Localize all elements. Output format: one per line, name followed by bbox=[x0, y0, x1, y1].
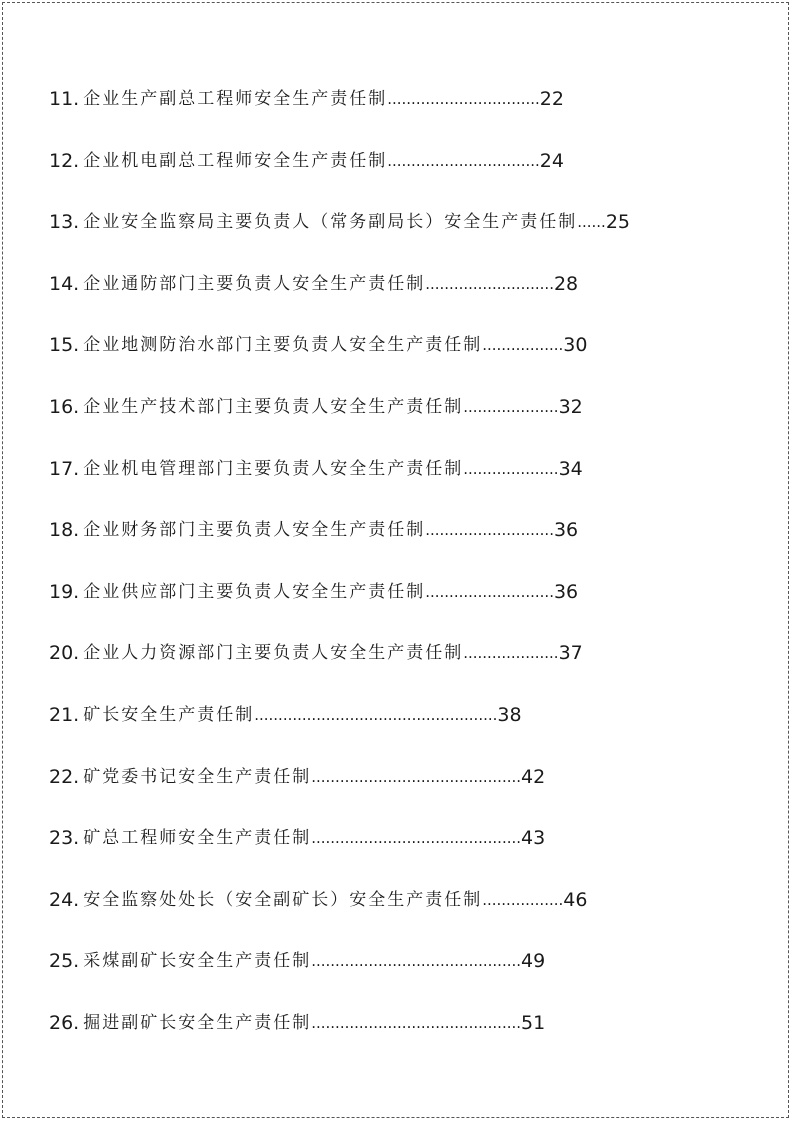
toc-entry-title: 矿长安全生产责任制 bbox=[83, 704, 255, 725]
toc-entry[interactable] bbox=[49, 514, 749, 576]
toc-entry[interactable] bbox=[49, 637, 749, 699]
toc-page-number: 38 bbox=[497, 703, 522, 726]
toc-dot-leader: ........................... bbox=[425, 582, 554, 601]
toc-entry-title: 企业安全监察局主要负责人（常务副局长）安全生产责任制 bbox=[83, 212, 578, 233]
toc-entry-title: 企业生产技术部门主要负责人安全生产责任制 bbox=[83, 396, 464, 417]
toc-dot-leader: ...... bbox=[577, 213, 606, 232]
toc-dot-leader: ............................................ bbox=[311, 952, 522, 971]
toc-entry-number: 24. bbox=[49, 888, 80, 911]
toc-entry-number: 17. bbox=[49, 457, 80, 480]
toc-entry[interactable] bbox=[49, 699, 749, 761]
toc-dot-leader: ................. bbox=[482, 890, 564, 909]
toc-entry[interactable] bbox=[49, 945, 749, 1007]
toc-entry[interactable] bbox=[49, 453, 749, 515]
toc-page-number: 36 bbox=[553, 519, 579, 542]
toc-dot-leader: ............................................ bbox=[311, 767, 522, 786]
toc-entry-number: 22. bbox=[49, 765, 80, 788]
toc-entry-title: 企业机电副总工程师安全生产责任制 bbox=[83, 150, 388, 171]
table-of-contents bbox=[49, 83, 749, 1069]
toc-entry[interactable] bbox=[49, 391, 749, 453]
toc-entry-title: 矿党委书记安全生产责任制 bbox=[83, 766, 312, 787]
toc-entry[interactable] bbox=[49, 268, 749, 330]
toc-entry-number: 25. bbox=[49, 950, 80, 973]
toc-dot-leader: .................... bbox=[463, 459, 559, 478]
toc-page-number: 25 bbox=[605, 211, 631, 234]
toc-entry[interactable] bbox=[49, 576, 749, 638]
toc-dot-leader: ........................... bbox=[425, 521, 554, 540]
toc-entry-number: 14. bbox=[49, 272, 80, 295]
toc-entry-number: 11. bbox=[49, 88, 80, 110]
toc-entry[interactable] bbox=[49, 145, 749, 207]
toc-dot-leader: ............................................ bbox=[311, 1013, 522, 1032]
toc-dot-leader: ................................ bbox=[387, 151, 540, 170]
toc-dot-leader: ................................................... bbox=[254, 705, 498, 724]
toc-entry[interactable] bbox=[49, 206, 749, 268]
toc-dot-leader: ............................................ bbox=[311, 829, 522, 848]
toc-entry-number: 13. bbox=[49, 211, 80, 234]
toc-page-number: 24 bbox=[539, 149, 564, 172]
toc-entry-number: 23. bbox=[49, 827, 80, 850]
toc-page-number: 34 bbox=[558, 457, 583, 480]
toc-dot-leader: ........................... bbox=[425, 274, 554, 293]
toc-dot-leader: ................................ bbox=[387, 90, 540, 108]
toc-page-number: 32 bbox=[558, 395, 583, 418]
toc-entry-title: 安全监察处处长（安全副矿长）安全生产责任制 bbox=[83, 889, 483, 910]
toc-page-number: 51 bbox=[521, 1011, 546, 1034]
toc-entry-title: 企业财务部门主要负责人安全生产责任制 bbox=[83, 520, 426, 541]
toc-entry-number: 19. bbox=[49, 580, 80, 603]
toc-entry-number: 26. bbox=[49, 1011, 80, 1034]
toc-entry-title: 企业生产副总工程师安全生产责任制 bbox=[83, 89, 388, 109]
toc-entry[interactable] bbox=[49, 761, 749, 823]
toc-page-number: 42 bbox=[521, 765, 546, 788]
toc-entry-number: 16. bbox=[49, 395, 80, 418]
toc-page-number: 49 bbox=[521, 950, 546, 973]
toc-dot-leader: .................... bbox=[463, 644, 559, 663]
document-page bbox=[2, 2, 789, 1118]
toc-entry[interactable] bbox=[49, 83, 749, 145]
toc-entry-number: 18. bbox=[49, 519, 80, 542]
toc-dot-leader: .................... bbox=[463, 397, 559, 416]
toc-entry-title: 企业机电管理部门主要负责人安全生产责任制 bbox=[83, 458, 464, 479]
toc-page-number: 30 bbox=[563, 334, 588, 357]
toc-entry-title: 企业供应部门主要负责人安全生产责任制 bbox=[83, 581, 426, 602]
toc-entry-title: 企业通防部门主要负责人安全生产责任制 bbox=[83, 273, 426, 294]
toc-entry-number: 12. bbox=[49, 149, 80, 172]
toc-entry-title: 企业人力资源部门主要负责人安全生产责任制 bbox=[83, 643, 464, 664]
toc-entry-number: 21. bbox=[49, 703, 80, 726]
toc-page-number: 22 bbox=[539, 88, 564, 110]
toc-page-number: 43 bbox=[521, 827, 546, 850]
toc-entry-number: 20. bbox=[49, 642, 80, 665]
toc-entry-title: 采煤副矿长安全生产责任制 bbox=[83, 951, 312, 972]
toc-page-number: 36 bbox=[553, 580, 579, 603]
toc-entry[interactable] bbox=[49, 1007, 749, 1069]
toc-entry[interactable] bbox=[49, 884, 749, 946]
toc-page-number: 37 bbox=[558, 642, 583, 665]
toc-entry-title: 企业地测防治水部门主要负责人安全生产责任制 bbox=[83, 335, 483, 356]
toc-dot-leader: ................. bbox=[482, 336, 564, 355]
toc-entry[interactable] bbox=[49, 329, 749, 391]
toc-entry[interactable] bbox=[49, 822, 749, 884]
toc-page-number: 28 bbox=[553, 272, 579, 295]
toc-page-number: 46 bbox=[563, 888, 588, 911]
toc-entry-title: 掘进副矿长安全生产责任制 bbox=[83, 1012, 312, 1033]
toc-entry-title: 矿总工程师安全生产责任制 bbox=[83, 828, 312, 849]
toc-entry-number: 15. bbox=[49, 334, 80, 357]
